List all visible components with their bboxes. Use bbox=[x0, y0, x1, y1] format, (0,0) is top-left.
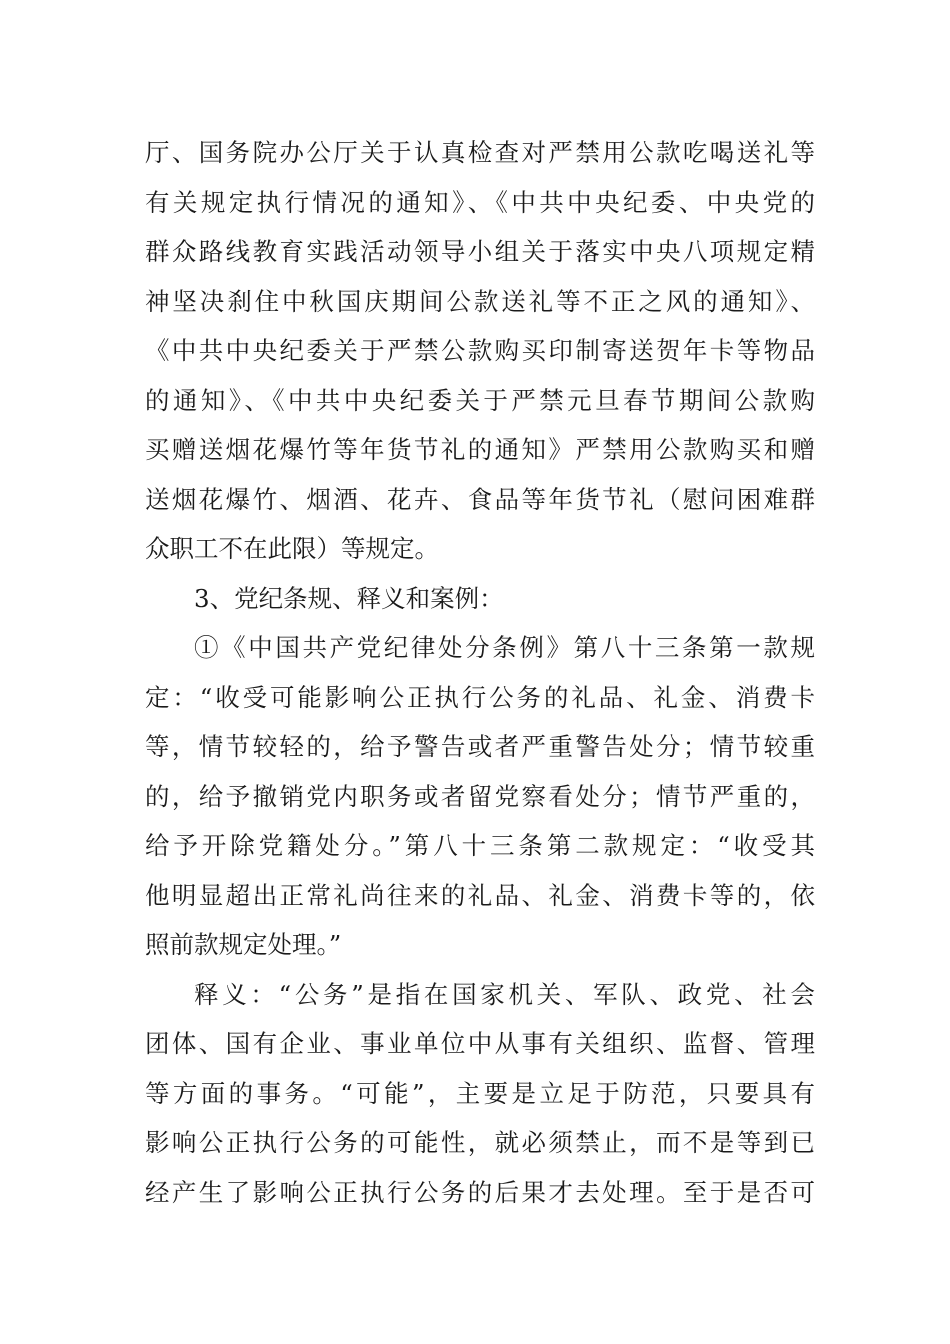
document-body bbox=[145, 128, 815, 1217]
text-line: 神坚决刹住中秋国庆期间公款送礼等不正之风的通知》、 bbox=[145, 286, 815, 316]
text-line: 他明显超出正常礼尚往来的礼品、礼金、消费卡等的，依 bbox=[145, 880, 815, 910]
text-line: ①《中国共产党纪律处分条例》第八十三条第一款规 bbox=[194, 633, 815, 662]
text-line: 团体、国有企业、事业单位中从事有关组织、监督、管理 bbox=[145, 1029, 815, 1058]
text-line: 群众路线教育实践活动领导小组关于落实中央八项规定精 bbox=[145, 237, 815, 266]
text-line: 经产生了影响公正执行公务的后果才去处理。至于是否可 bbox=[145, 1177, 815, 1207]
text-line: 等方面的事务。“可能”，主要是立足于防范，只要具有 bbox=[145, 1078, 815, 1108]
text-line: 释义：“公务”是指在国家机关、军队、政党、社会 bbox=[194, 979, 815, 1009]
text-line: 的通知》、《中共中央纪委关于严禁元旦春节期间公款购 bbox=[145, 385, 815, 415]
text-line: 等，情节较轻的，给予警告或者严重警告处分；情节较重 bbox=[145, 732, 815, 761]
text-line: 买赠送烟花爆竹等年货节礼的通知》严禁用公款购买和赠 bbox=[145, 435, 815, 464]
text-line: 厅、国务院办公厅关于认真检查对严禁用公款吃喝送礼等 bbox=[145, 138, 815, 167]
text-line: 的，给予撤销党内职务或者留党察看处分；情节严重的， bbox=[145, 781, 815, 811]
text-line: 有关规定执行情况的通知》、《中共中央纪委、中央党的 bbox=[145, 187, 815, 217]
text-line: 3、党纪条规、释义和案例： bbox=[194, 583, 504, 613]
text-line: 影响公正执行公务的可能性，就必须禁止，而不是等到已 bbox=[145, 1128, 815, 1157]
text-line: 定：“收受可能影响公正执行公务的礼品、礼金、消费卡 bbox=[145, 682, 815, 712]
text-line: 照前款规定处理。” bbox=[145, 930, 342, 959]
text-line: 众职工不在此限）等规定。 bbox=[145, 534, 439, 563]
text-line: 给予开除党籍处分。”第八十三条第二款规定：“收受其 bbox=[145, 831, 815, 860]
text-line: 《中共中央纪委关于严禁公款购买印制寄送贺年卡等物品 bbox=[145, 336, 815, 365]
text-line: 送烟花爆竹、烟酒、花卉、食品等年货节礼（慰问困难群 bbox=[145, 484, 815, 514]
